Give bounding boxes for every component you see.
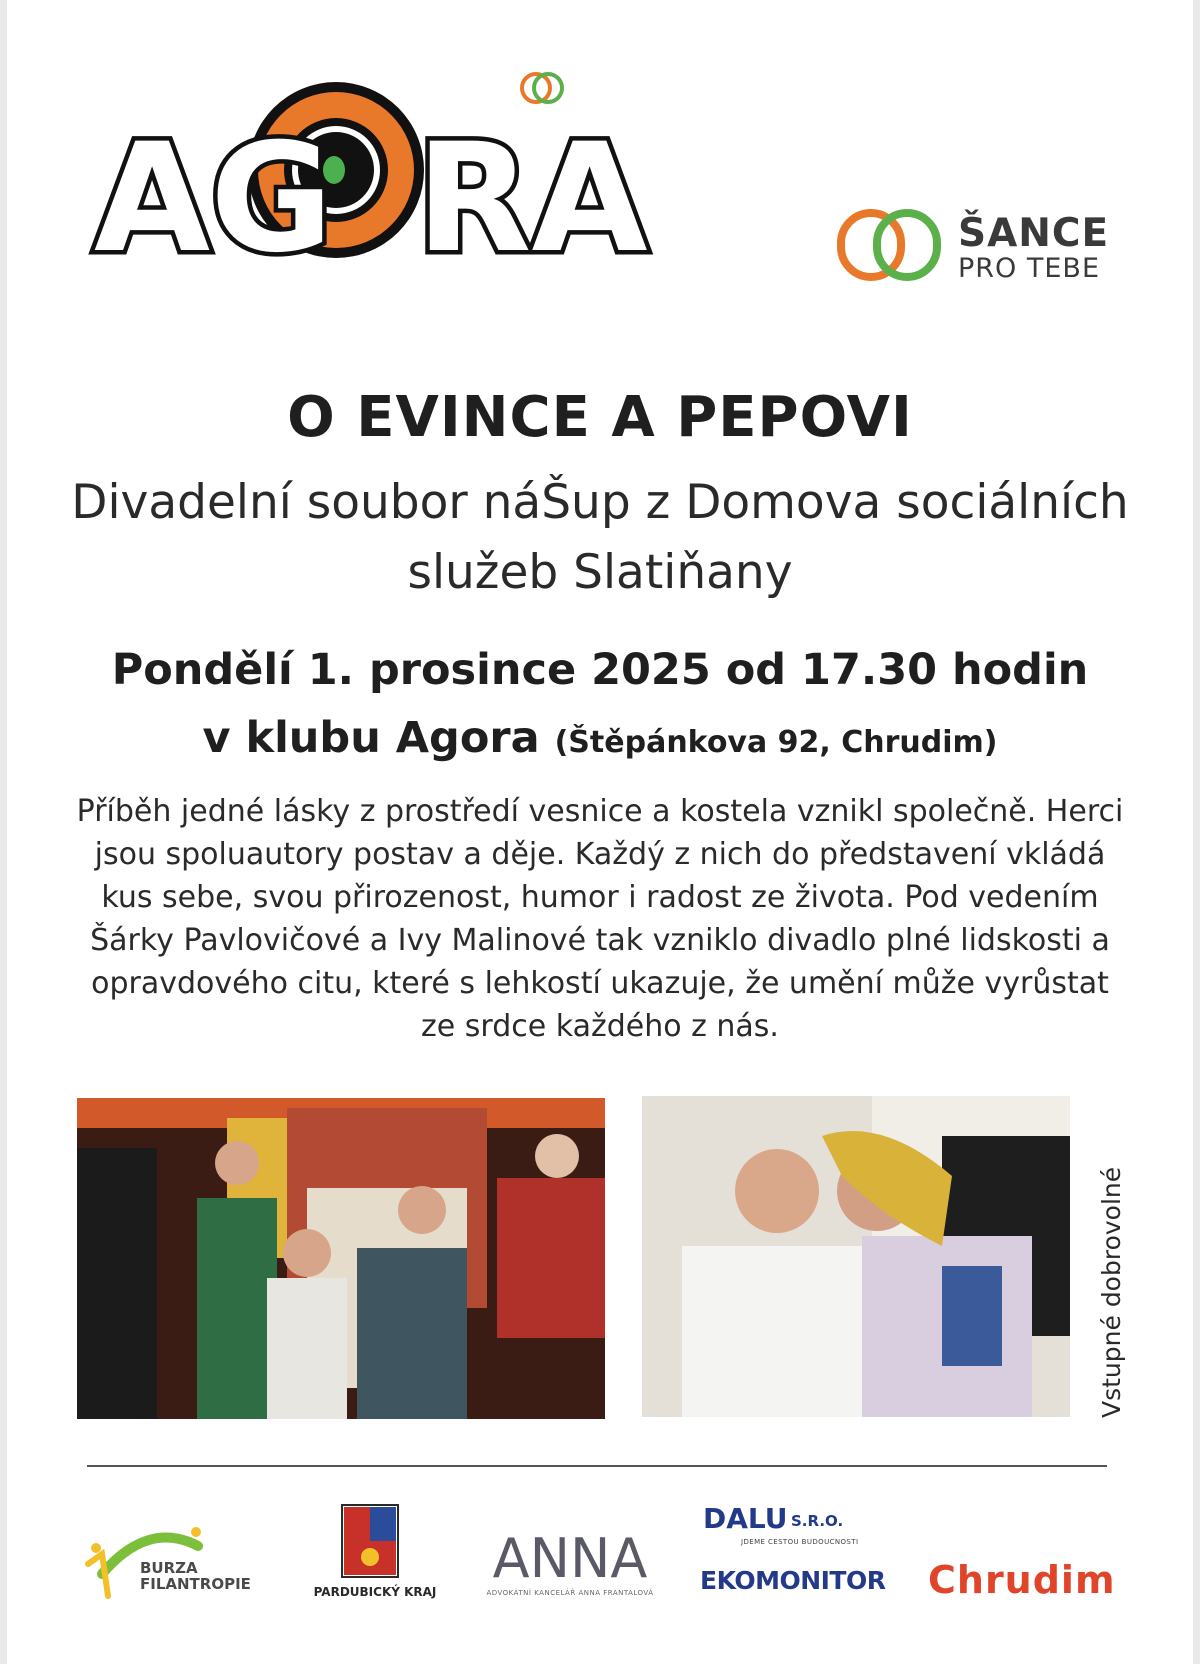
venue-address: (Štěpánkova 92, Chrudim) [554, 725, 998, 760]
pardubicky-kraj-logo [300, 1505, 450, 1605]
venue-name: v klubu Agora [202, 713, 540, 763]
anna-wordmark: ANNA [492, 1527, 648, 1590]
event-description: Příběh jedné lásky z prostředí vesnice a kostela vznikl společně. Herci jsou spoluautory postav a děje. Každý z nich do představení vkládá kus sebe, svou přirozenost, humor i radost ze života. Pod vedením Šárky Pavlovičové a Ivy Malinové tak vzniklo divadlo plné lidskosti a opravdového citu, které s lehkostí ukazuje, že umění může vyrůstat ze srdce každého z nás. [76, 794, 1124, 1044]
dalu-sro: S.R.O. [791, 1512, 844, 1530]
event-venue [0, 713, 1200, 763]
ekomonitor-logo: EKOMONITOR [700, 1566, 886, 1595]
dalu-wordmark: DALU [703, 1502, 788, 1535]
event-title: O EVINCE A PEPOVI [287, 385, 913, 450]
theatre-photo-right [642, 1096, 1070, 1417]
admission-note: Vstupné dobrovolné [1097, 1166, 1126, 1418]
sance-pro-tebe-logo [835, 205, 1165, 287]
divider [87, 1465, 1107, 1467]
agora-logo [86, 70, 648, 286]
pardubicky-kraj-label: PARDUBICKÝ KRAJ [313, 1585, 437, 1599]
sance-logo-line2: PRO TEBE [958, 253, 1101, 284]
dalu-tagline: JDEME CESTOU BUDOUCNOSTI [741, 1538, 859, 1546]
anna-subtitle: ADVOKÁTNÍ KANCELÁŘ ANNA FRANTALOVÁ [486, 1589, 654, 1597]
event-subtitle: Divadelní soubor náŠup z Domova sociálních služeb Slatiňany [71, 475, 1129, 600]
event-date-time: Pondělí 1. prosince 2025 od 17.30 hodin [111, 645, 1089, 695]
page-border-left [0, 0, 7, 1664]
burza-label: BURZA FILANTROPIE [140, 1559, 251, 1593]
dalu-logo [703, 1502, 863, 1546]
burza-filantropie-logo [88, 1526, 263, 1598]
svg-text:AG: AG [94, 112, 334, 286]
svg-text:RA: RA [416, 112, 648, 286]
page-border-right [1193, 0, 1200, 1664]
chrudim-logo: Chrudim [928, 1558, 1116, 1602]
anna-logo [480, 1525, 660, 1600]
theatre-photo-left [77, 1098, 605, 1419]
sance-logo-line1: ŠANCE [958, 211, 1110, 256]
